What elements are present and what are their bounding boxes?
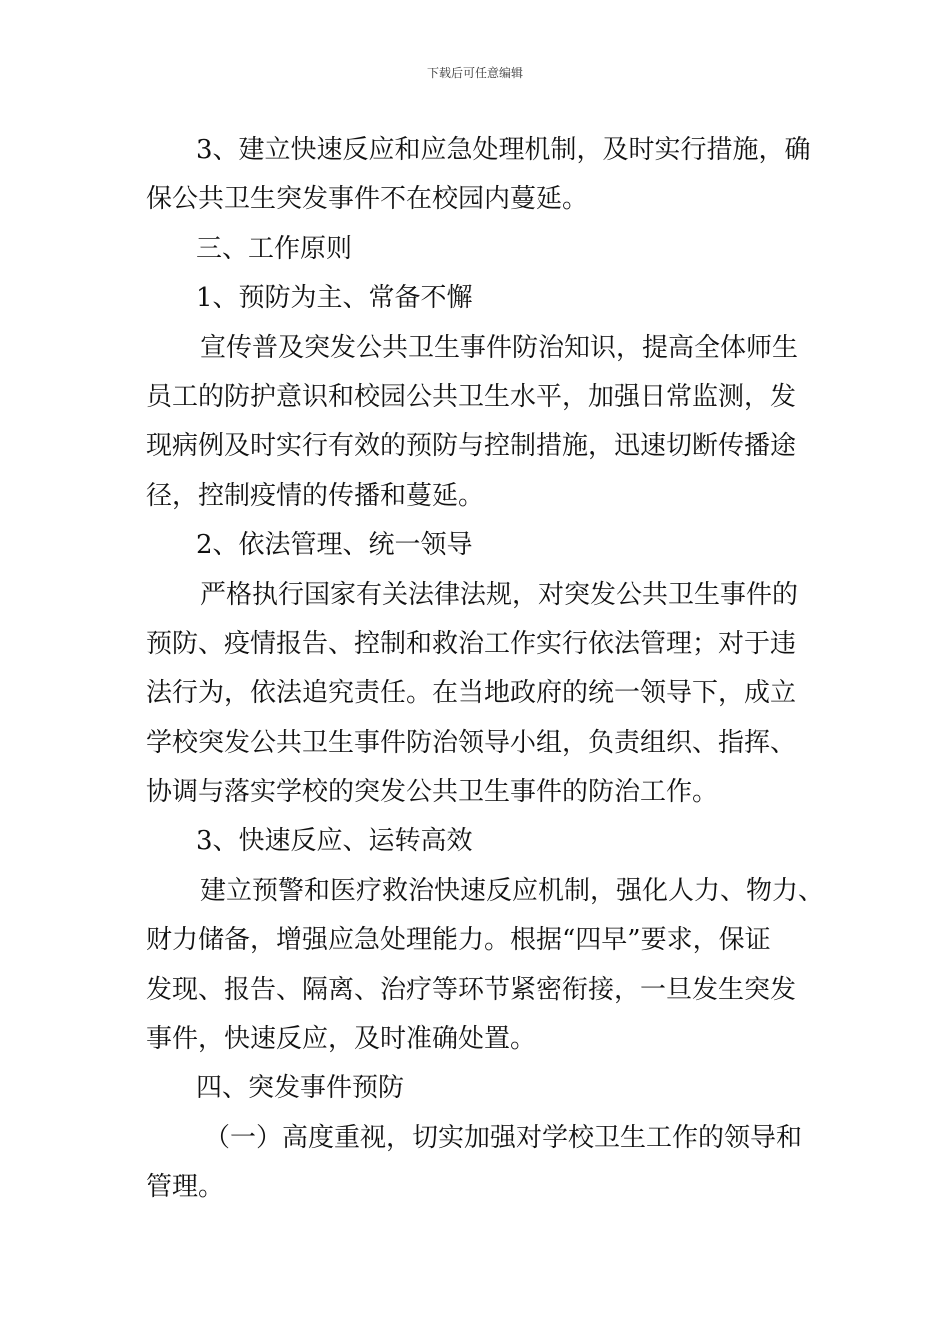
- text-line: 发现、报告、隔离、治疗等环节紧密衔接，一旦发生突发: [146, 974, 797, 1005]
- page-header: 下载后可任意编辑: [426, 66, 523, 80]
- text-line: 协调与落实学校的突发公共卫生事件的防治工作。: [146, 777, 719, 808]
- text-line: 建立预警和医疗救治快速反应机制，强化人力、物力、: [200, 875, 825, 906]
- text-line: 事件，快速反应，及时准确处置。: [146, 1024, 537, 1055]
- text-line: 法行为，依法追究责任。在当地政府的统一领导下，成立: [146, 678, 797, 709]
- text-line: 员工的防护意识和校园公共卫生水平，加强日常监测，发: [146, 381, 797, 412]
- text-line: 3、建立快速反应和应急处理机制，及时实行措施，确: [196, 135, 811, 165]
- text-line: 财力储备，增强应急处理能力。根据“四早”要求，保证: [146, 925, 771, 956]
- text-line: 四、突发事件预防: [196, 1073, 405, 1104]
- text-line: 1、预防为主、常备不懈: [196, 283, 473, 314]
- text-line: 管理。: [146, 1172, 225, 1203]
- text-line: 3、快速反应、运转高效: [196, 826, 473, 857]
- document-body: [146, 126, 826, 1213]
- text-line: 学校突发公共卫生事件防治领导小组，负责组织、指挥、: [146, 727, 797, 758]
- text-line: （一）高度重视，切实加强对学校卫生工作的领导和: [204, 1122, 803, 1153]
- text-line: 严格执行国家有关法律法规，对突发公共卫生事件的: [200, 579, 799, 610]
- text-line: 三、工作原则: [196, 233, 353, 264]
- text-line: 预防、疫情报告、控制和救治工作实行依法管理；对于违: [146, 628, 797, 659]
- text-line: 径，控制疫情的传播和蔓延。: [146, 480, 485, 511]
- text-line: 现病例及时实行有效的预防与控制措施，迅速切断传播途: [146, 431, 797, 462]
- text-line: 保公共卫生突发事件不在校园内蔓延。: [146, 184, 589, 215]
- text-line: 2、依法管理、统一领导: [196, 530, 473, 561]
- text-line: 宣传普及突发公共卫生事件防治知识，提高全体师生: [200, 332, 799, 363]
